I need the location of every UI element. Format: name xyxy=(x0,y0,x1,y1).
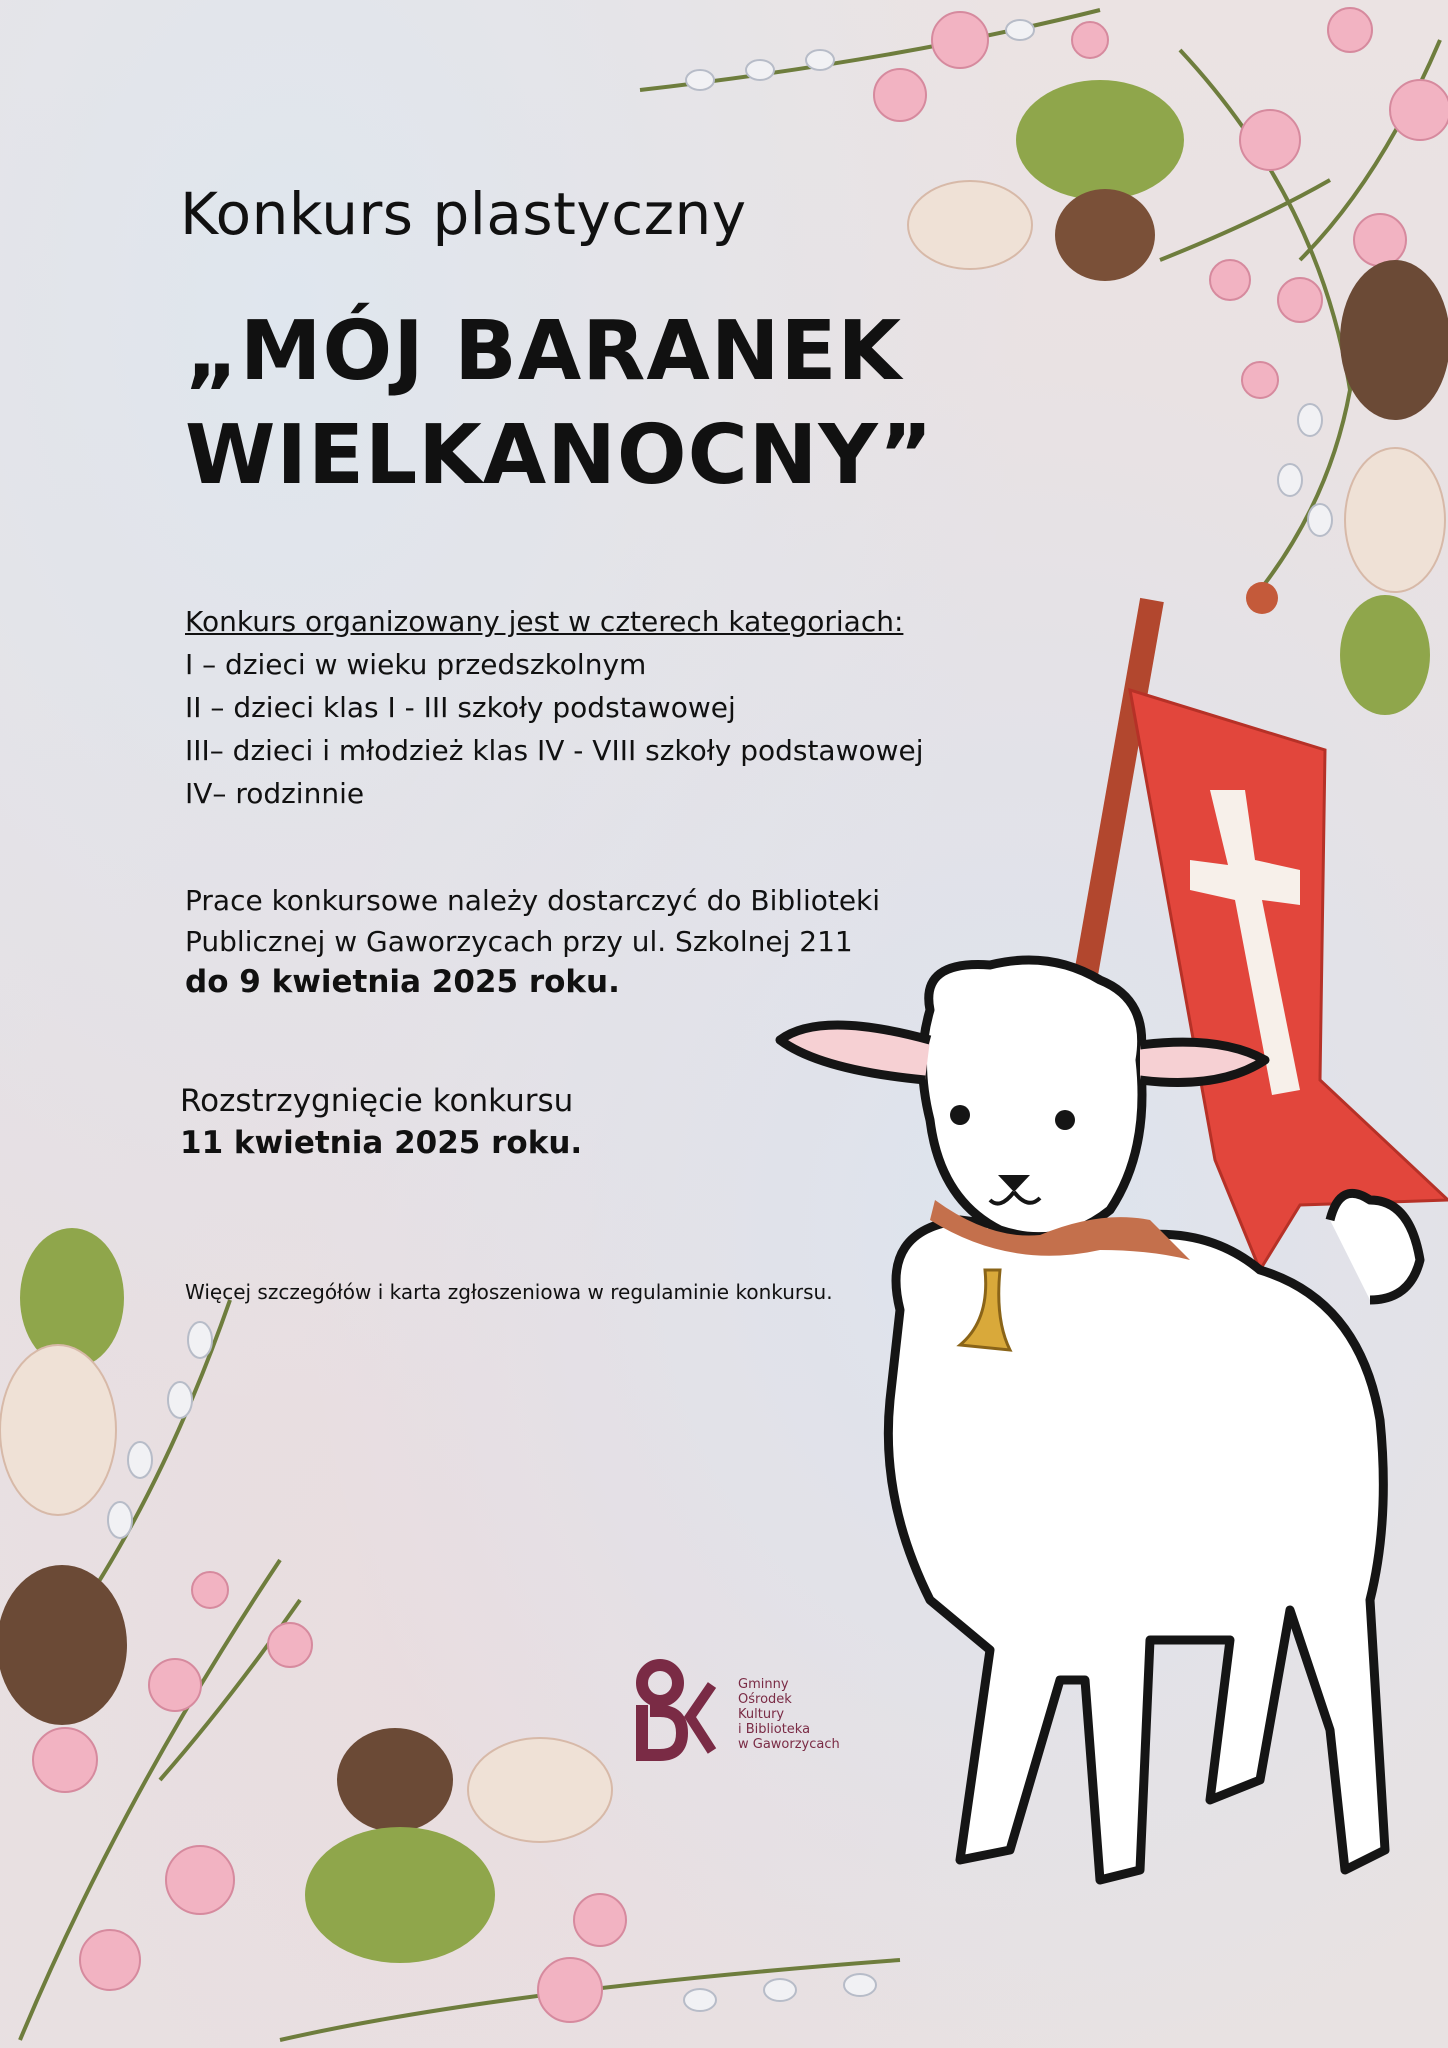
delivery-line: Prace konkursowe należy dostarczyć do Biblioteki xyxy=(185,884,881,917)
organizer-logo xyxy=(620,1655,870,1765)
lamb-body xyxy=(888,1220,1385,1880)
logo-line: Kultury xyxy=(738,1707,785,1722)
title-line-2: WIELKANOCNY” xyxy=(185,408,934,503)
lamb-head xyxy=(923,960,1143,1237)
page-title xyxy=(185,300,934,508)
categories-section xyxy=(185,600,924,815)
title-line-1: „MÓJ BARANEK xyxy=(185,304,903,399)
verdict-section xyxy=(180,1080,582,1164)
logo-text xyxy=(738,1677,840,1752)
banner-flag xyxy=(1130,690,1448,1270)
delivery-line: Publicznej w Gaworzycach przy ul. Szkolnej 211 xyxy=(185,925,853,958)
category-item: III– dzieci i młodzież klas IV - VIII szkoły podstawowej xyxy=(185,734,924,767)
lamb-tail xyxy=(1330,1193,1420,1300)
more-info: Więcej szczegółów i karta zgłoszeniowa w regulaminie konkursu. xyxy=(185,1280,833,1304)
category-item: IV– rodzinnie xyxy=(185,777,365,810)
verdict-label: Rozstrzygnięcie konkursu xyxy=(180,1083,574,1119)
lamb-ear-left xyxy=(780,1025,930,1080)
logo-line: w Gaworzycach xyxy=(738,1737,840,1752)
lamb-eye xyxy=(950,1105,970,1125)
delivery-section xyxy=(185,880,880,1003)
category-item: I – dzieci w wieku przedszkolnym xyxy=(185,648,647,681)
categories-heading: Konkurs organizowany jest w czterech kategoriach: xyxy=(185,605,904,638)
lamb-eye xyxy=(1055,1110,1075,1130)
delivery-deadline: do 9 kwietnia 2025 roku. xyxy=(185,964,620,1000)
gok-logo-icon xyxy=(620,1655,730,1765)
category-item: II – dzieci klas I - III szkoły podstawowej xyxy=(185,691,736,724)
logo-line: i Biblioteka xyxy=(738,1722,811,1737)
subtitle: Konkurs plastyczny xyxy=(180,180,747,248)
logo-line: Ośrodek xyxy=(738,1692,792,1707)
logo-line: Gminny xyxy=(738,1677,789,1692)
verdict-date: 11 kwietnia 2025 roku. xyxy=(180,1125,583,1161)
